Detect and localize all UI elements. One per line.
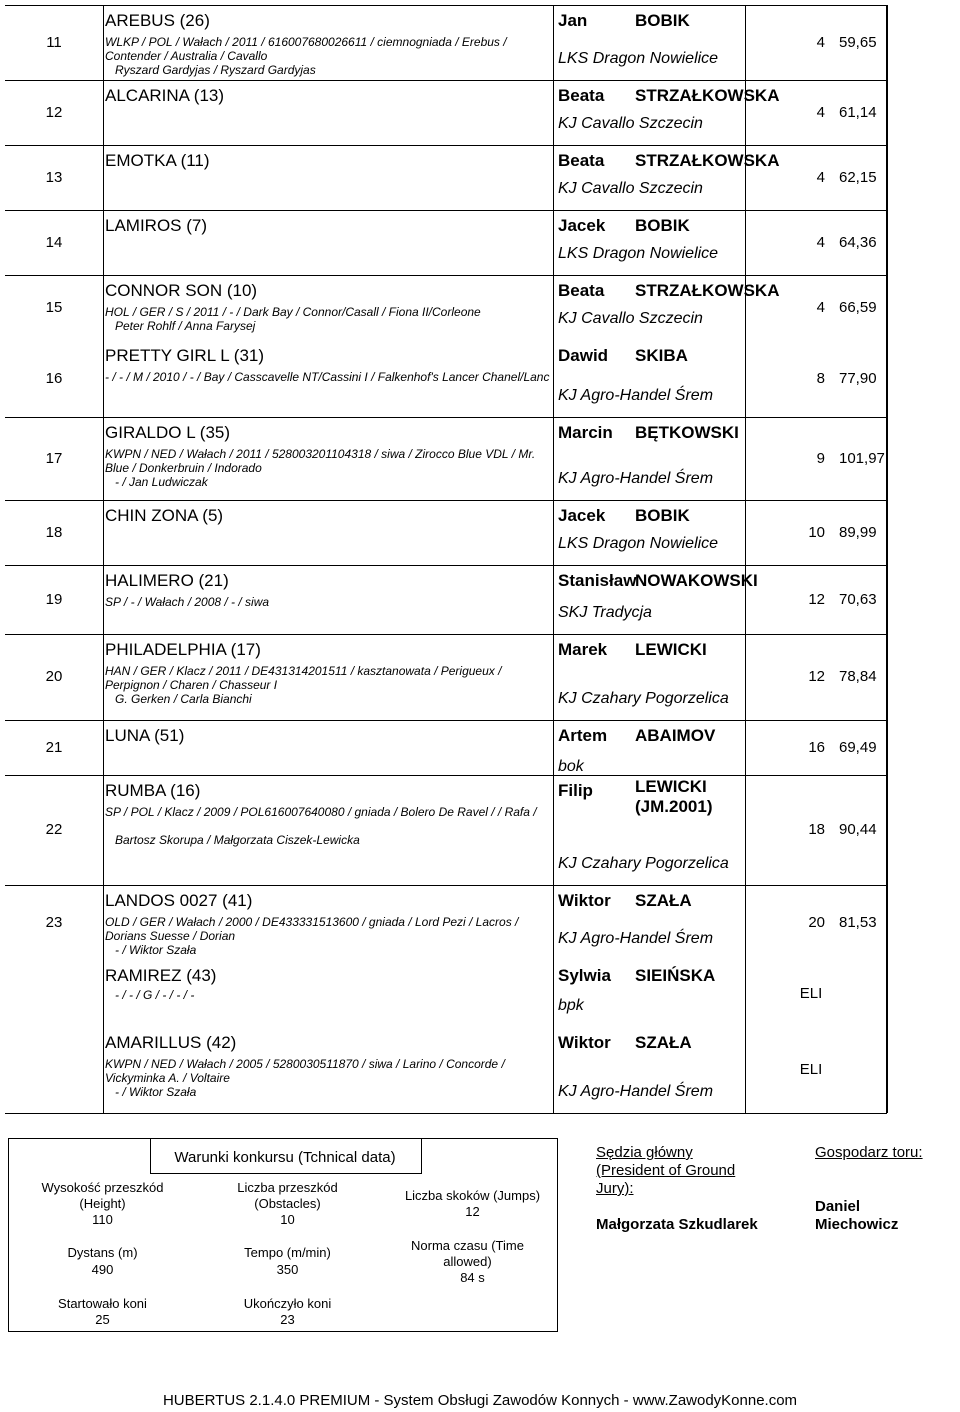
status-eliminated: ELI: [799, 984, 823, 1002]
course-designer-name: Daniel Miechowicz: [815, 1198, 899, 1233]
penalty-points: 4: [816, 33, 825, 51]
rider-club: KJ Czahary Pogorzelica: [558, 855, 729, 872]
horse-details: SP / - / Wałach / 2008 / - / siwa: [105, 595, 270, 609]
rank-number: 22: [45, 821, 63, 838]
rider-last-name: STRZAŁKOWSKA: [635, 86, 780, 105]
penalty-points: 4: [816, 103, 825, 121]
penalty-points: 12: [808, 590, 825, 608]
judge-label: Sędzia główny (President of Ground Jury):: [596, 1144, 736, 1197]
result-time: 69,49: [839, 738, 877, 756]
horse-details: KWPN / NED / Wałach / 2011 / 528003201104318 / siwa / Zirocco Blue VDL / Mr. Blue / Donkerbruin / Indorado: [105, 447, 536, 475]
rider-club: KJ Cavallo Szczecin: [558, 180, 703, 197]
rank-number: 11: [46, 33, 62, 51]
rider-first-name: Marek: [558, 640, 608, 659]
rider-first-name: Wiktor: [558, 1033, 611, 1052]
rider-first-name: Beata: [558, 151, 605, 170]
rider-last-name: BOBIK: [635, 506, 690, 525]
result-row: [5, 634, 887, 720]
penalty-points: 16: [808, 738, 825, 756]
footer-text: HUBERTUS 2.1.4.0 PREMIUM - System Obsługi Zawodów Konnych - www.ZawodyKonne.com: [162, 1392, 798, 1409]
rider-club: KJ Agro-Handel Śrem: [558, 387, 714, 404]
horse-breeder: Bartosz Skorupa / Małgorzata Ciszek-Lewicka: [115, 833, 360, 847]
result-row: [5, 775, 887, 885]
rider-club: LKS Dragon Nowielice: [558, 50, 719, 67]
horse-name: RUMBA (16): [105, 781, 201, 800]
horse-name: CONNOR SON (10): [105, 281, 258, 300]
rider-club: SKJ Tradycja: [558, 604, 652, 621]
result-time: 64,36: [839, 233, 877, 251]
rider-last-name: SIEIŃSKA: [635, 966, 716, 985]
result-time: 66,59: [839, 298, 877, 316]
rider-last-name: STRZAŁKOWSKA: [635, 151, 780, 170]
result-time: 70,63: [839, 590, 877, 608]
horse-breeder: - / Wiktor Szała: [115, 1085, 197, 1099]
horse-name: LAMIROS (7): [105, 216, 208, 235]
result-row: [5, 885, 887, 960]
result-row: [5, 720, 887, 775]
rider-club: KJ Cavallo Szczecin: [558, 310, 703, 327]
horse-breeder: - / Jan Ludwiczak: [115, 475, 208, 489]
horse-name: EMOTKA (11): [105, 151, 210, 170]
distance-value: 490: [91, 1262, 114, 1277]
rank-number: 17: [45, 449, 63, 467]
horse-name: LANDOS 0027 (41): [105, 891, 253, 910]
table-column-line: [887, 5, 888, 1113]
horse-name: LUNA (51): [105, 726, 185, 745]
judge-name: Małgorzata Szkudlarek: [596, 1216, 758, 1233]
result-row: [5, 960, 887, 1027]
rank-number: 16: [45, 369, 63, 387]
rider-club: KJ Cavallo Szczecin: [558, 115, 703, 132]
rider-club: LKS Dragon Nowielice: [558, 245, 719, 262]
result-time: 77,90: [839, 369, 877, 387]
height-label: Wysokość przeszkód (Height): [41, 1180, 164, 1211]
rider-last-name: BĘTKOWSKI: [635, 423, 739, 442]
rider-first-name: Jacek: [558, 506, 606, 525]
rank-number: 20: [45, 668, 63, 685]
rider-last-name: ABAIMOV: [635, 726, 716, 745]
penalty-points: 8: [816, 369, 825, 387]
horse-details: WLKP / POL / Wałach / 2011 / 616007680026611 / ciemnogniada / Erebus / Contender / Australia / Cavallo: [105, 35, 507, 63]
result-row: [5, 275, 887, 340]
rider-club: KJ Agro-Handel Śrem: [558, 930, 714, 947]
rider-last-name: SZAŁA: [635, 1033, 692, 1052]
rider-club: bpk: [558, 997, 584, 1014]
rank-number: 21: [45, 738, 63, 756]
result-row: [5, 1027, 887, 1113]
horse-name: PHILADELPHIA (17): [105, 640, 261, 659]
tempo-value: 350: [276, 1262, 299, 1277]
horse-name: RAMIREZ (43): [105, 966, 217, 985]
penalty-points: 9: [816, 449, 825, 467]
rider-first-name: Filip: [558, 781, 593, 800]
horse-name: PRETTY GIRL L (31): [105, 346, 265, 365]
horse-name: GIRALDO L (35): [105, 423, 231, 442]
rider-last-name: BOBIK: [635, 216, 690, 235]
result-time: 101,97: [839, 449, 885, 467]
result-row: [5, 417, 887, 500]
table-row-line: [5, 1113, 887, 1114]
result-time: 89,99: [839, 523, 877, 541]
results-table: [5, 5, 887, 1113]
distance-label: Dystans (m): [67, 1245, 138, 1260]
height-value: 110: [92, 1212, 113, 1227]
horse-breeder: - / - / G / - / - / -: [115, 988, 195, 1002]
result-time: 78,84: [839, 668, 877, 685]
penalty-points: 4: [816, 168, 825, 186]
horse-name: ALCARINA (13): [105, 86, 225, 105]
rider-first-name: Dawid: [558, 346, 609, 365]
horse-breeder: Ryszard Gardyjas / Ryszard Gardyjas: [115, 63, 316, 77]
result-row: [5, 80, 887, 145]
penalty-points: 4: [816, 233, 825, 251]
rider-first-name: Stanisław: [558, 571, 637, 590]
rider-last-name: NOWAKOWSKI: [635, 571, 758, 590]
rider-club: KJ Czahary Pogorzelica: [558, 690, 729, 707]
rider-first-name: Jan: [558, 11, 588, 30]
result-row: [5, 145, 887, 210]
rider-first-name: Sylwia: [558, 966, 611, 985]
jumps-value: 12: [465, 1204, 480, 1219]
time-allowed-label: Norma czasu (Time allowed): [411, 1238, 524, 1269]
horse-breeder: Peter Rohlf / Anna Farysej: [115, 319, 256, 333]
result-time: 90,44: [839, 821, 877, 838]
rider-last-name: SKIBA: [635, 346, 688, 365]
horse-name: AMARILLUS (42): [105, 1033, 237, 1052]
started-label: Startowało koni: [58, 1296, 147, 1311]
horse-breeder: - / Wiktor Szała: [115, 943, 197, 957]
rider-last-name: SZAŁA: [635, 891, 692, 910]
rank-number: 14: [45, 233, 63, 251]
rider-club: KJ Agro-Handel Śrem: [558, 1083, 714, 1100]
result-row: [5, 565, 887, 634]
rider-first-name: Marcin: [558, 423, 613, 442]
rider-club: KJ Agro-Handel Śrem: [558, 470, 714, 487]
jumps-label: Liczba skoków (Jumps): [404, 1188, 541, 1203]
rank-number: 23: [45, 913, 63, 931]
rank-number: 12: [45, 103, 63, 121]
horse-name: AREBUS (26): [105, 11, 210, 30]
horse-details: SP / POL / Klacz / 2009 / POL616007640080 / gniada / Bolero De Ravel / / Rafa /: [105, 805, 537, 819]
rider-first-name: Jacek: [558, 216, 606, 235]
result-time: 61,14: [839, 103, 877, 121]
rank-number: 15: [45, 298, 63, 316]
horse-name: CHIN ZONA (5): [105, 506, 224, 525]
rider-first-name: Wiktor: [558, 891, 611, 910]
rider-last-name: LEWICKI: [635, 640, 707, 659]
course-designer-label: Gospodarz toru:: [815, 1144, 923, 1161]
horse-details: - / - / M / 2010 / - / Bay / Casscavelle NT/Cassini I / Falkenhof's Lancer Chanel/Lanc: [105, 370, 550, 384]
horse-details: OLD / GER / Wałach / 2000 / DE433331513600 / gniada / Lord Pezi / Lacros / Dorians Suesse / Dorian: [105, 915, 519, 943]
result-row: [5, 210, 887, 275]
result-row: [5, 340, 887, 417]
rider-last-name: STRZAŁKOWSKA: [635, 281, 780, 300]
rank-number: 18: [45, 523, 63, 541]
finished-value: 23: [280, 1312, 295, 1327]
rider-last-name: BOBIK: [635, 11, 690, 30]
horse-details: KWPN / NED / Wałach / 2005 / 5280030511870 / siwa / Larino / Concorde / Vickyminka A. / Voltaire: [105, 1057, 505, 1085]
rank-number: 19: [45, 590, 63, 608]
horse-name: HALIMERO (21): [105, 571, 229, 590]
horse-details: HOL / GER / S / 2011 / - / Dark Bay / Connor/Casall / Fiona II/Corleone: [105, 305, 481, 319]
obstacles-value: 10: [280, 1212, 295, 1227]
time-allowed-value: 84 s: [460, 1270, 485, 1285]
rider-first-name: Beata: [558, 86, 605, 105]
finished-label: Ukończyło koni: [243, 1296, 332, 1311]
rider-club: bok: [558, 758, 584, 775]
rider-club: LKS Dragon Nowielice: [558, 535, 719, 552]
penalty-points: 4: [816, 298, 825, 316]
rank-number: 13: [45, 168, 63, 186]
result-time: 62,15: [839, 168, 877, 186]
result-time: 81,53: [839, 913, 877, 931]
penalty-points: 12: [808, 668, 825, 685]
result-row: [5, 500, 887, 565]
rider-first-name: Beata: [558, 281, 605, 300]
result-row: [5, 5, 887, 80]
technical-title: Warunki konkursu (Tchnical data): [174, 1149, 396, 1166]
horse-details: HAN / GER / Klacz / 2011 / DE431314201511 / kasztanowata / Perigueux / Perpignon / Charen / Chasseur I: [105, 664, 502, 692]
penalty-points: 18: [808, 821, 825, 838]
penalty-points: 20: [808, 913, 825, 931]
started-value: 25: [95, 1312, 110, 1327]
obstacles-label: Liczba przeszkód (Obstacles): [237, 1180, 338, 1211]
status-eliminated: ELI: [799, 1061, 823, 1078]
penalty-points: 10: [808, 523, 825, 541]
result-time: 59,65: [839, 33, 877, 51]
horse-breeder: G. Gerken / Carla Bianchi: [115, 692, 252, 706]
rider-first-name: Artem: [558, 726, 608, 745]
rider-last-name: LEWICKI (JM.2001): [635, 777, 713, 816]
tempo-label: Tempo (m/min): [244, 1245, 331, 1260]
